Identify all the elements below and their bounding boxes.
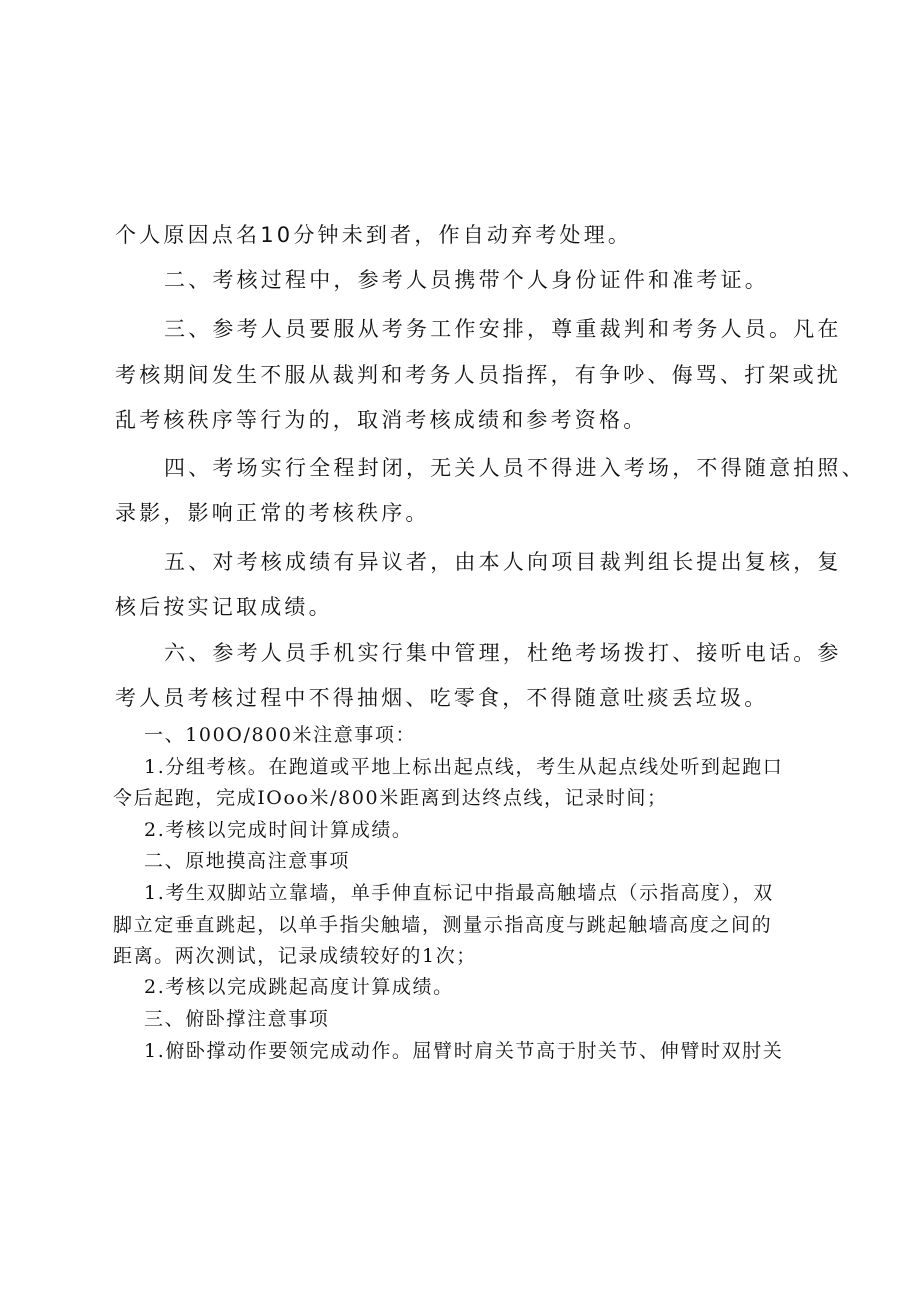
note-line: 脚立定垂直跳起，以单手指尖触墙，测量示指高度与跳起触墙高度之间的 — [113, 914, 773, 936]
note-line: 2.考核以完成时间计算成绩。 — [144, 819, 413, 841]
event-heading-pushup: 三、俯卧撑注意事项 — [144, 1008, 330, 1030]
rule-item-5: 五、对考核成绩有异议者，由本人向项目裁判组长提出复核，复 — [164, 550, 842, 574]
rule-line: 考人员考核过程中不得抽烟、吃零食，不得随意吐痰丢垃圾。 — [115, 686, 769, 710]
rule-line: 核后按实记取成绩。 — [115, 595, 333, 619]
note-line: 距离。两次测试，记录成绩较好的1次； — [113, 945, 477, 967]
note-line: 2.考核以完成跳起高度计算成绩。 — [144, 976, 454, 998]
note-line: 令后起跑，完成IOoo米/800米距离到达终点线，记录时间； — [113, 787, 668, 809]
rule-line: 乱考核秩序等行为的，取消考核成绩和参考资格。 — [115, 408, 648, 432]
note-line: 1.分组考核。在跑道或平地上标出起点线，考生从起点线处听到起跑口 — [144, 756, 784, 778]
rule-item-4: 四、考场实行全程封闭，无关人员不得进入考场，不得随意拍照、 — [164, 456, 866, 480]
event-heading-run: 一、100O/800米注意事项： — [144, 724, 417, 746]
event-heading-reach: 二、原地摸高注意事项 — [144, 850, 351, 872]
rule-line: 考核期间发生不服从裁判和考务人员指挥，有争吵、侮骂、打架或扰 — [115, 363, 841, 387]
rule-item-3: 三、参考人员要服从考务工作安排，尊重裁判和考务人员。凡在 — [164, 317, 842, 341]
rule-line: 录影，影响正常的考核秩序。 — [115, 501, 430, 525]
note-line: 1.考生双脚站立靠墙，单手伸直标记中指最高触墙点（示指高度），双 — [144, 882, 774, 904]
rule-item-2: 二、考核过程中，参考人员携带个人身份证件和准考证。 — [164, 268, 769, 292]
rule-item-6: 六、参考人员手机实行集中管理，杜绝考场拨打、接听电话。参 — [164, 641, 842, 665]
note-line: 1.俯卧撑动作要领完成动作。屈臂时肩关节高于肘关节、伸臂时双肘关 — [144, 1040, 784, 1062]
rule-line: 个人原因点名10分钟未到者，作自动弃考处理。 — [115, 223, 633, 247]
